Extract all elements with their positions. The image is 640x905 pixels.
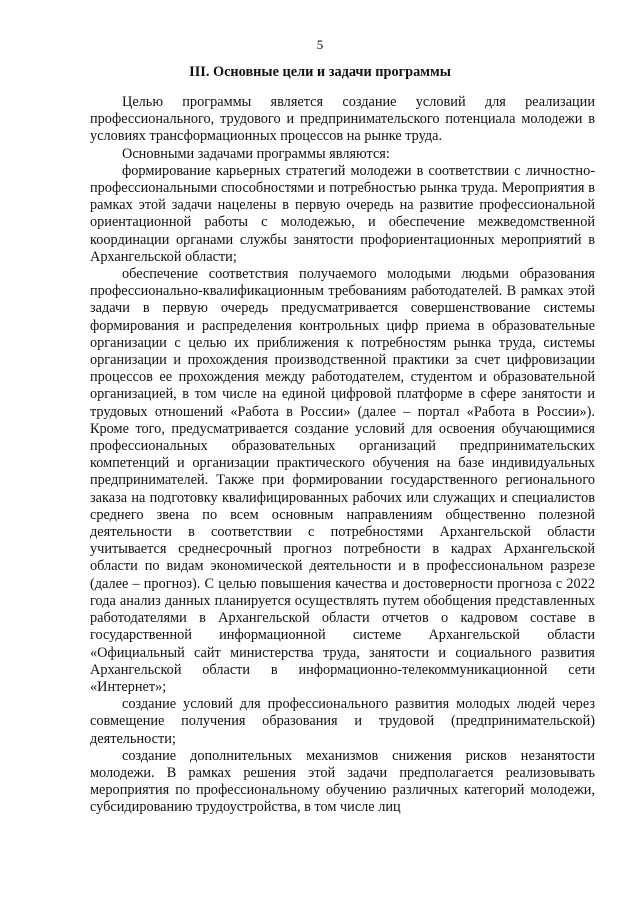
paragraph-task-education-compliance: обеспечение соответствия получаемого молодыми людьми образования профессионально-квалификационным требованиям работодателей. В рамках этой задачи в первую очередь предусматривается совершенствование системы формирования и распределения контрольных цифр приема в образовательные организации с целью их приближения к потребностям рынка труда, системы организации и прохождения производственной практики за счет цифровизации процессов ее прохождения между работодателем, студентом и образовательной организацией, в том числе на единой цифровой платформе в сфере занятости и трудовых отношений «Работа в России» (далее – портал «Работа в России»). Кроме того, предусматривается создание условий для освоения обучающимися профессиональных образовательных организаций предпринимательских компетенций и организации практического обучения на базе индивидуальных предпринимателей. Также при формировании государственного регионального заказа на подготовку квалифицированных рабочих или служащих и специалистов среднего звена по всем основным направлениям общественно полезной деятельности в соответствии с потребностями Архангельской области учитывается среднесрочный прогноз потребности в кадрах Архангельской области по видам экономической деятельности и в профессиональном разрезе (далее – прогноз). С целью повышения качества и достоверности прогноза с 2022 года анализ данных планируется осуществлять путем обобщения представленных работодателями в Архангельской области отчетов о кадровом составе в государственной информационной системе Архангельской области «Официальный сайт министерства труда, занятости и социального развития Архангельской области в информационно-телекоммуникационной сети «Интернет»;: [90, 266, 595, 695]
paragraph-task-career-strategies: формирование карьерных стратегий молодежи в соответствии с личностно-профессиональными способностями и потребностью рынка труда. Мероприятия в рамках этой задачи нацелены в первую очередь на развитие профессиональной ориентационной работы с молодежью, и обеспечение межведомственной координации органами службы занятости профориентационных мероприятий в Архангельской области;: [90, 162, 595, 265]
paragraph-tasks-intro: Основными задачами программы являются:: [122, 145, 390, 162]
paragraph-goal: Целью программы является создание условий для реализации профессионального, трудового и предпринимательского потенциала молодежи в условиях трансформационных процессов на рынке труда.: [90, 94, 595, 145]
paragraph-task-unemployment-risks: создание дополнительных механизмов снижения рисков незанятости молодежи. В рамках решения этой задачи предполагается реализовывать мероприятия по профессиональному обучению различных категорий молодежи, субсидированию трудоустройства, в том числе лиц: [90, 747, 595, 816]
body-text: [90, 94, 595, 817]
paragraph-task-professional-development: создание условий для профессионального развития молодых людей через совмещение получения образования и трудовой (предпринимательской) деятельности;: [90, 696, 595, 747]
section-title: III. Основные цели и задачи программы: [189, 64, 451, 80]
page-number: 5: [316, 37, 324, 52]
